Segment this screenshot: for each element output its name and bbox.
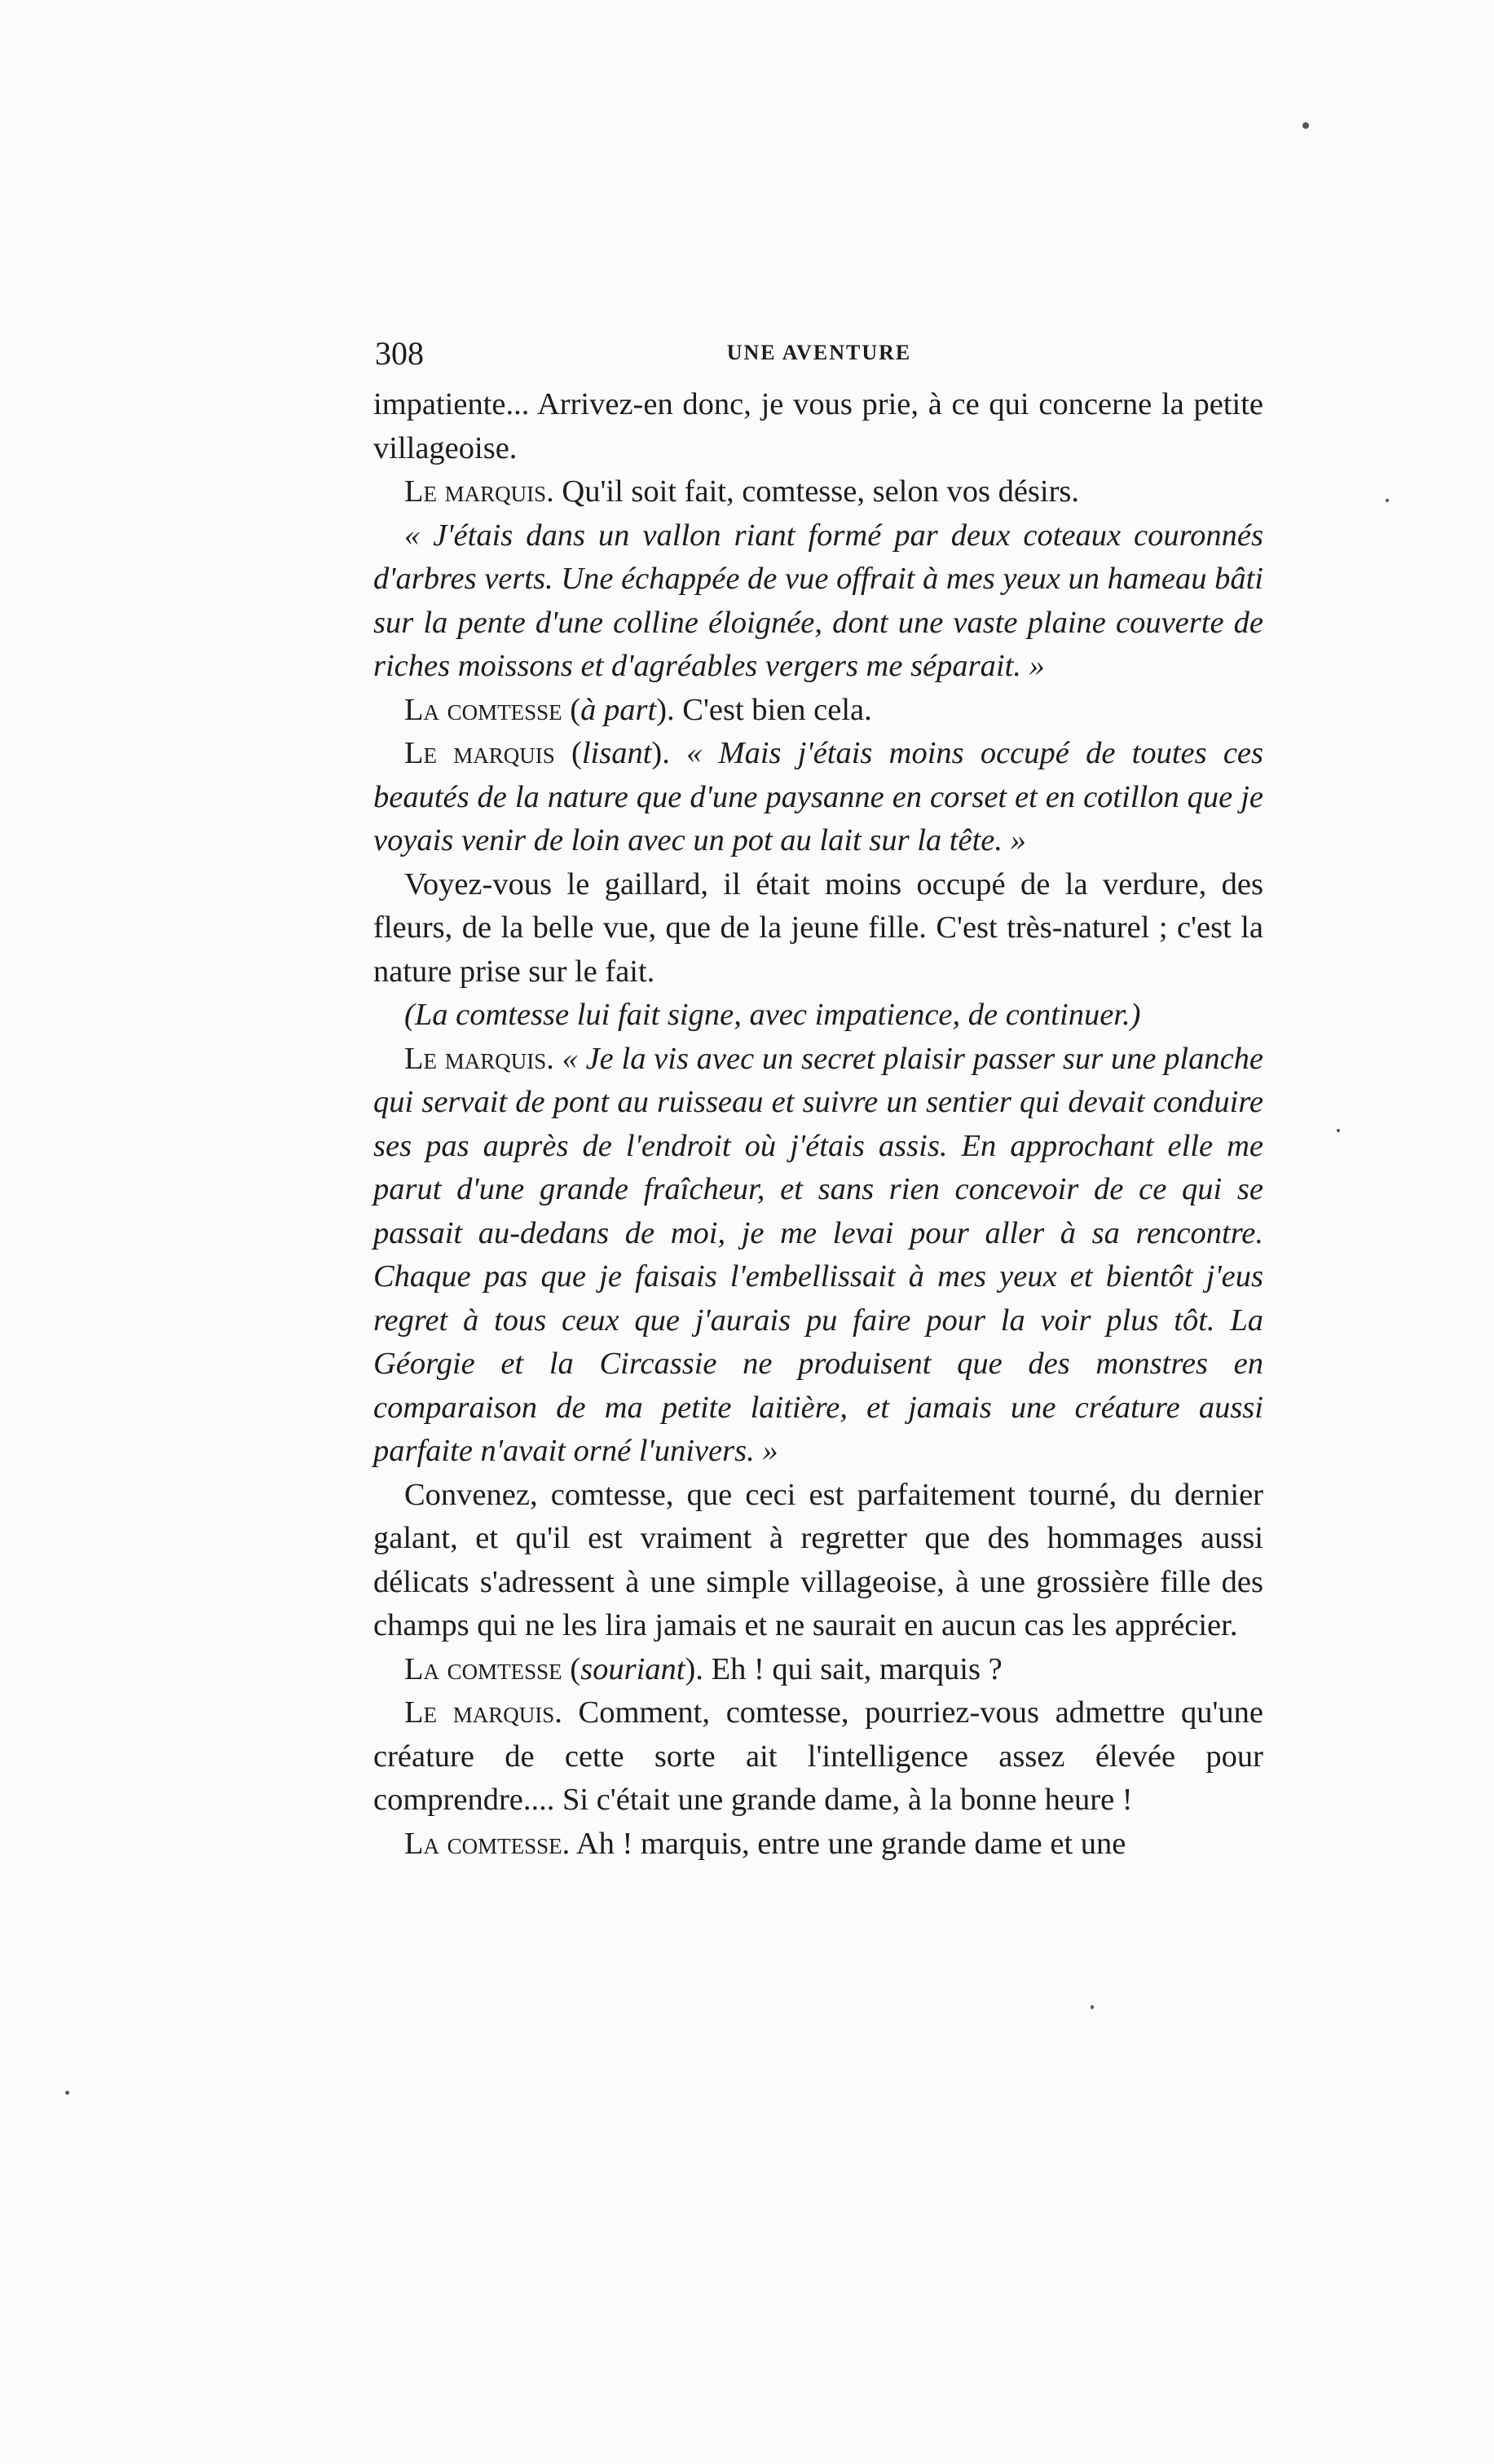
running-head: UNE AVENTURE <box>726 341 912 364</box>
ink-speck <box>1337 1129 1340 1132</box>
stage-aside: souriant <box>580 1651 685 1686</box>
paragraph-3: « J'étais dans un vallon riant formé par deux coteaux couronnés d'arbres verts. Une échappée de vue offrait à mes yeux un hameau bâti sur la pente d'une colline éloignée, dont une vaste plaine couverte de riches moissons et d'agréables vergers me séparait. » <box>373 518 1264 683</box>
speaker: Le marquis <box>404 1041 547 1076</box>
paragraph-10: La comtesse (souriant). Eh ! qui sait, marquis ? <box>404 1651 1003 1686</box>
ink-speck <box>1386 499 1389 502</box>
ink-speck <box>1302 122 1309 129</box>
page-header <box>375 334 1263 383</box>
stage-aside: à part <box>580 692 657 727</box>
paragraph-11: Le marquis. Comment, comtesse, pourriez-vous admettre qu'une créature de cette sorte ait l'intelligence assez élevée pour comprendre.... Si c'était une grande dame, à la bonne heure ! <box>373 1695 1264 1817</box>
speaker: Le marquis <box>404 736 555 770</box>
paragraph-2: Le marquis. Qu'il soit fait, comtesse, selon vos désirs. <box>404 474 1080 509</box>
paragraph-8: Le marquis. « Je la vis avec un secret plaisir passer sur une planche qui servait de pont au ruisseau et suivre un sentier qui devait conduire ses pas auprès de l'endroit où j'étais assis. En approchant elle me parut d'une grande fraîcheur, et sans rien concevoir de ce qui se passait au-dedans de moi, je me levai pour aller à sa rencontre. Chaque pas que je faisais l'embellissait à mes yeux et bientôt j'eus regret à tous ceux que j'aurais pu faire pour la voir plus tôt. La Géorgie et la Circassie ne produisent que des monstres en comparaison de ma petite laitière, et jamais une créature aussi parfaite n'avait orné l'univers. » <box>373 1041 1264 1468</box>
paragraph-9: Convenez, comtesse, que ceci est parfaitement tourné, du dernier galant, et qu'il est vraiment à regretter que des hommages aussi délicats s'adressent à une simple villageoise, à une grossière fille des champs qui ne les lira jamais et ne saurait en aucun cas les apprécier. <box>373 1477 1263 1642</box>
speaker: Le marquis <box>404 1695 555 1730</box>
text-block <box>373 383 1263 1866</box>
ink-speck <box>1091 2005 1094 2009</box>
paragraph-5: Le marquis (lisant). « Mais j'étais moins occupé de toutes ces beautés de la nature que d'une paysanne en corset et en cotillon que je voyais venir de loin avec un pot au lait sur la tête. » <box>373 736 1263 857</box>
speaker: Le marquis <box>404 474 547 509</box>
speaker: La comtesse <box>404 692 562 727</box>
paragraph-7: (La comtesse lui fait signe, avec impatience, de continuer.) <box>404 998 1141 1032</box>
paragraph-4: La comtesse (à part). C'est bien cela. <box>404 692 872 727</box>
paragraph-12: La comtesse. Ah ! marquis, entre une grande dame et une <box>404 1826 1126 1861</box>
paragraph-6: Voyez-vous le gaillard, il était moins occupé de la verdure, des fleurs, de la belle vue, que de la jeune fille. C'est très-naturel ; c'est la nature prise sur le fait. <box>373 866 1263 989</box>
speaker: La comtesse <box>404 1826 562 1861</box>
stage-aside: lisant <box>581 736 652 770</box>
page-number: 308 <box>375 335 424 372</box>
ink-speck <box>65 2091 69 2095</box>
speaker: La comtesse <box>404 1651 562 1686</box>
paragraph-1: impatiente... Arrivez-en donc, je vous prie, à ce qui concerne la petite villageoise. <box>373 387 1263 465</box>
